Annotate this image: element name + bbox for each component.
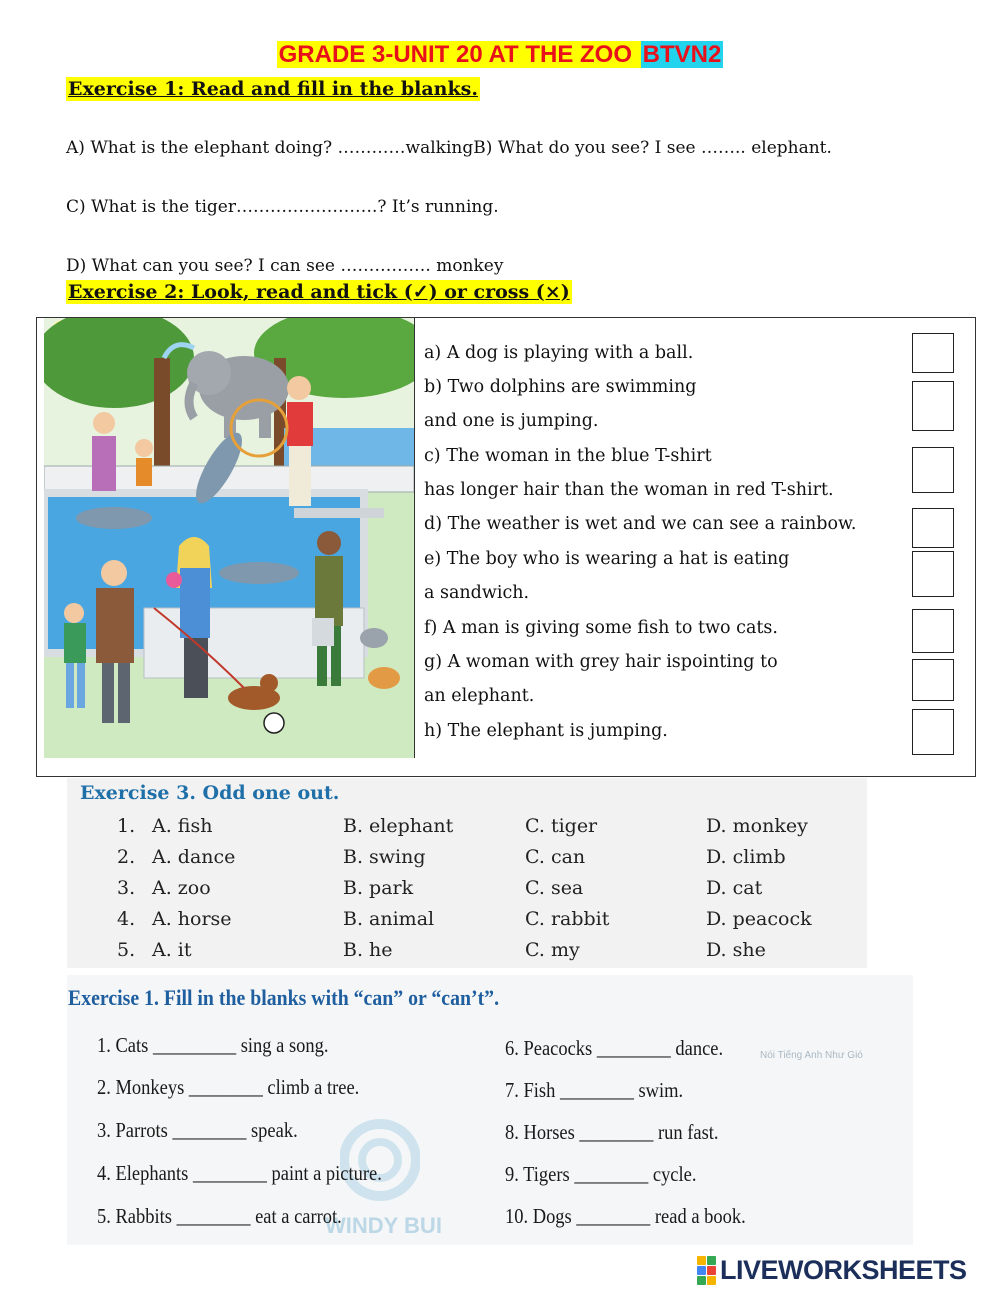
ex1-line-a: A) What is the elephant doing? …………walkingB) What do you see? I see …….. elephant. xyxy=(66,138,832,158)
ex3-row-3-b: B. park xyxy=(343,877,414,899)
watermark-text: WINDY BUI xyxy=(325,1213,442,1238)
statement-b2: and one is jumping. xyxy=(424,411,599,431)
ex3-row-1-b: B. elephant xyxy=(343,815,454,837)
woman-red-shirt xyxy=(287,402,313,446)
dad-head xyxy=(101,560,127,586)
zoo-scene-svg xyxy=(44,318,414,758)
fish-bucket xyxy=(312,618,334,646)
woman-red-head xyxy=(287,376,311,400)
statement-c1: c) The woman in the blue T-shirt xyxy=(424,446,712,466)
ex3-row-4-a: A. horse xyxy=(152,908,232,930)
ex3-row-2-b: B. swing xyxy=(343,846,426,868)
can-cant-item-6: 6. Peacocks ________ dance. xyxy=(505,1036,724,1060)
ex3-row-1-c: C. tiger xyxy=(525,815,598,837)
boy-shirt xyxy=(64,623,86,663)
exercise-2-heading: Exercise 2: Look, read and tick (✓) or cross (×) xyxy=(68,281,570,303)
can-cant-item-7: 7. Fish ________ swim. xyxy=(505,1078,684,1102)
statement-e1: e) The boy who is wearing a hat is eating xyxy=(424,549,790,569)
page-title xyxy=(0,40,1000,70)
ex3-row-1-d: D. monkey xyxy=(706,815,808,837)
ex3-row-1-num: 1. xyxy=(117,815,136,837)
baby xyxy=(166,572,182,588)
platform xyxy=(294,508,384,518)
answer-box-b[interactable] xyxy=(912,381,954,431)
ex3-row-5-a: A. it xyxy=(152,939,192,961)
can-cant-item-9: 9. Tigers ________ cycle. xyxy=(505,1162,697,1186)
ex3-row-4-c: C. rabbit xyxy=(525,908,610,930)
zookeeper-head xyxy=(317,531,341,555)
ex3-row-2-num: 2. xyxy=(117,846,136,868)
ex3-row-2-c: C. can xyxy=(525,846,586,868)
title-tag: BTVN2 xyxy=(642,41,722,68)
ex3-row-3-num: 3. xyxy=(117,877,136,899)
can-cant-item-3: 3. Parrots ________ speak. xyxy=(97,1118,298,1142)
ex3-row-5-c: C. my xyxy=(525,939,580,961)
can-cant-item-1: 1. Cats _________ sing a song. xyxy=(97,1033,329,1057)
statement-c2: has longer hair than the woman in red T-shirt. xyxy=(424,480,834,500)
ex1-line-c: C) What is the tiger…………………….? It’s running. xyxy=(66,197,499,217)
can-cant-item-8: 8. Horses ________ run fast. xyxy=(505,1120,719,1144)
ex3-row-2-d: D. climb xyxy=(706,846,786,868)
can-cant-item-10: 10. Dogs ________ read a book. xyxy=(505,1204,746,1228)
title-main: GRADE 3-UNIT 20 AT THE ZOO xyxy=(278,41,639,68)
corner-note: Nói Tiếng Anh Như Gió xyxy=(760,1050,863,1061)
answer-box-c[interactable] xyxy=(912,447,954,493)
can-cant-heading: Exercise 1. Fill in the blanks with “can” or “can’t”. xyxy=(68,985,500,1010)
dolphin-1 xyxy=(76,507,152,529)
answer-box-d[interactable] xyxy=(912,508,954,548)
statement-a: a) A dog is playing with a ball. xyxy=(424,343,694,363)
ex3-row-3-c: C. sea xyxy=(525,877,584,899)
statement-g1: g) A woman with grey hair ispointing to xyxy=(424,652,778,672)
woman-blue-shirt xyxy=(180,568,210,638)
ex3-row-2-a: A. dance xyxy=(152,846,236,868)
ex3-row-5-d: D. she xyxy=(706,939,766,961)
ex3-row-4-d: D. peacock xyxy=(706,908,812,930)
ex3-row-3-d: D. cat xyxy=(706,877,763,899)
can-cant-item-5: 5. Rabbits ________ eat a carrot. xyxy=(97,1204,342,1228)
boy-head xyxy=(64,603,84,623)
ex3-row-4-num: 4. xyxy=(117,908,136,930)
grandma-dress xyxy=(92,436,116,491)
ex3-row-1-a: A. fish xyxy=(152,815,213,837)
zookeeper-uniform xyxy=(315,556,343,626)
grandma-head xyxy=(93,412,115,434)
dolphin-2 xyxy=(219,562,299,584)
soccer-ball-icon xyxy=(264,713,284,733)
liveworksheets-logo[interactable] xyxy=(697,1255,967,1285)
liveworksheets-mark-icon xyxy=(697,1256,716,1285)
zoo-illustration xyxy=(44,318,415,758)
exercise-1-heading: Exercise 1: Read and fill in the blanks. xyxy=(68,78,478,100)
exercise-3-heading: Exercise 3. Odd one out. xyxy=(80,782,340,804)
ex3-row-4-b: B. animal xyxy=(343,908,435,930)
answer-box-a[interactable] xyxy=(912,333,954,373)
dad-jacket xyxy=(96,588,134,663)
cat-orange xyxy=(368,667,400,689)
ex3-row-5-num: 5. xyxy=(117,939,136,961)
cat-grey xyxy=(360,628,388,648)
logo-text: LIVEWORKSHEETS xyxy=(720,1254,967,1285)
elephant-trunk xyxy=(189,383,194,418)
statement-h: h) The elephant is jumping. xyxy=(424,721,668,741)
ex1-line-d: D) What can you see? I can see ……………. monkey xyxy=(66,256,504,276)
boy-cap-head xyxy=(135,439,153,457)
ex3-row-3-a: A. zoo xyxy=(152,877,211,899)
answer-box-f[interactable] xyxy=(912,609,954,653)
statement-e2: a sandwich. xyxy=(424,583,530,603)
can-cant-item-2: 2. Monkeys ________ climb a tree. xyxy=(97,1075,360,1099)
answer-box-e[interactable] xyxy=(912,551,954,597)
answer-box-h[interactable] xyxy=(912,709,954,755)
statement-f: f) A man is giving some fish to two cats. xyxy=(424,618,778,638)
answer-box-g[interactable] xyxy=(912,659,954,701)
statement-d: d) The weather is wet and we can see a rainbow. xyxy=(424,514,857,534)
statement-b1: b) Two dolphins are swimming xyxy=(424,377,697,397)
can-cant-item-4: 4. Elephants ________ paint a picture. xyxy=(97,1161,382,1185)
statement-g2: an elephant. xyxy=(424,686,535,706)
ex3-row-5-b: B. he xyxy=(343,939,393,961)
